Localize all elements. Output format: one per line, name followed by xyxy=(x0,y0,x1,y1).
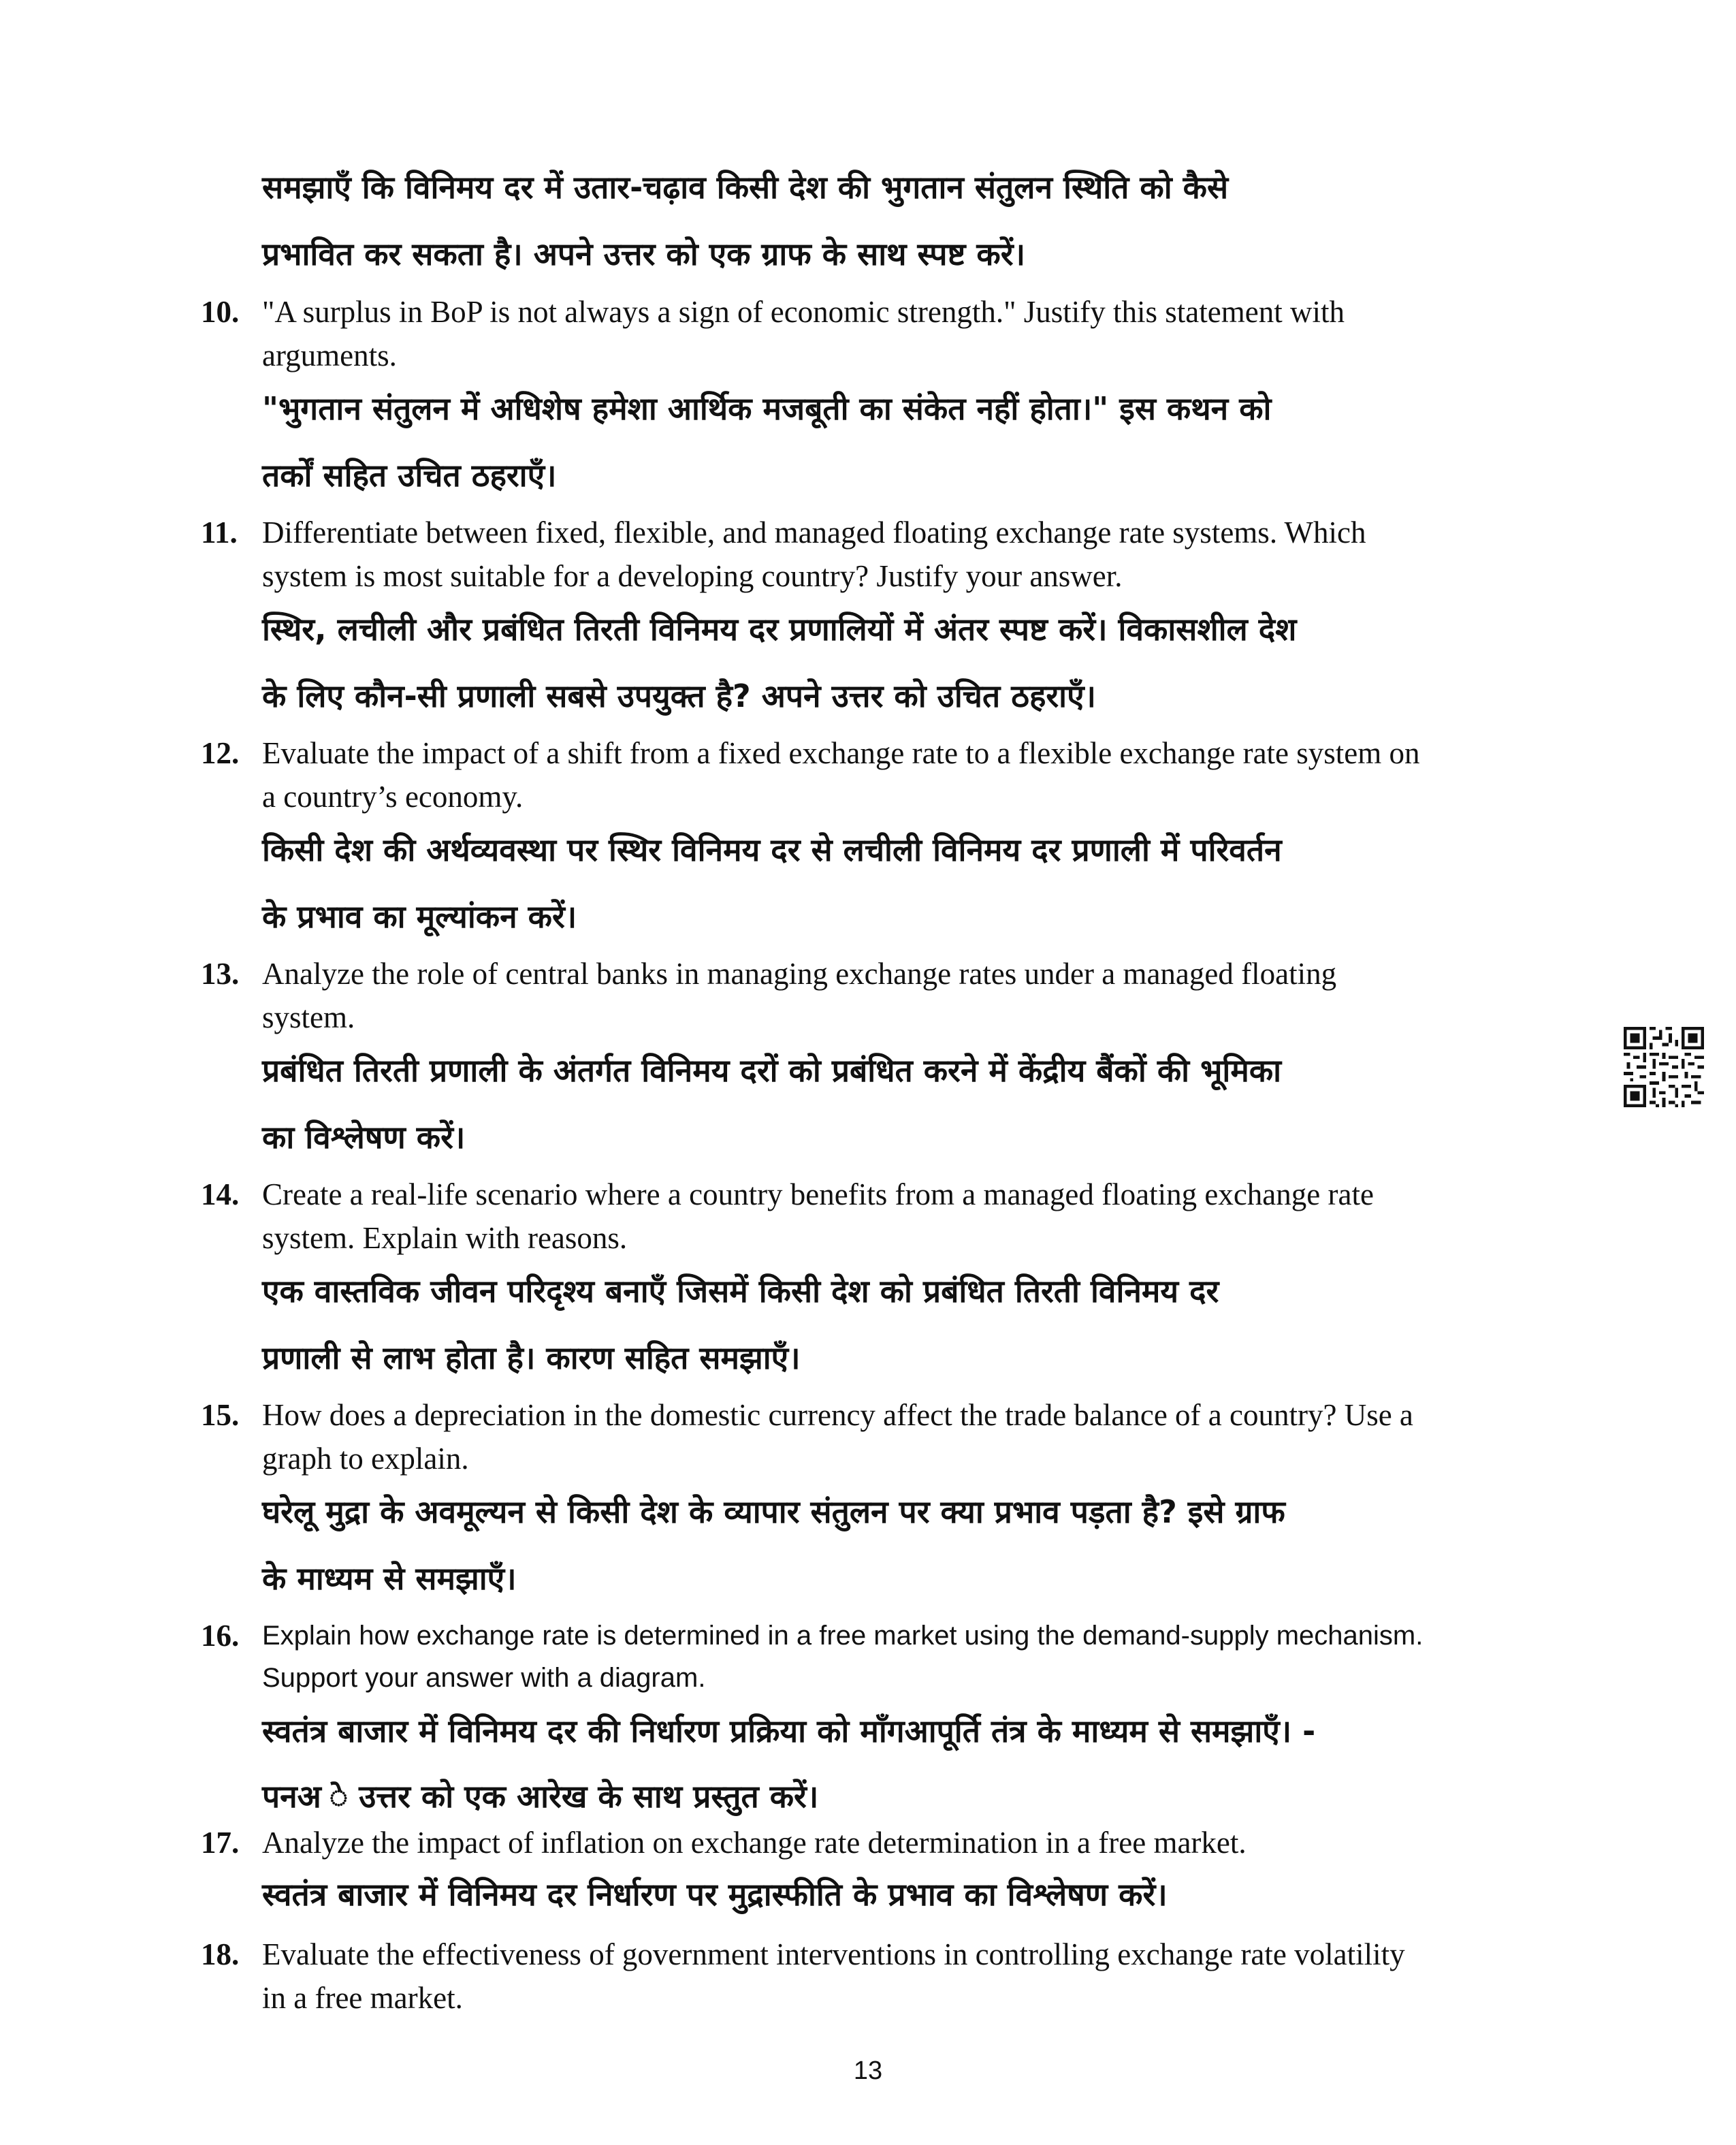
question-13-hindi-line-2: का विश्लेषण करें। xyxy=(262,1119,466,1156)
question-13-english-line-2: system. xyxy=(262,1000,355,1034)
question-18-english-line-1: Evaluate the effectiveness of government interventions in controlling exchange rate volatility xyxy=(262,1937,1405,1971)
question-13-hindi-line-1: प्रबंधित तिरती प्रणाली के अंतर्गत विनिमय दरों को प्रबंधित करने में केंद्रीय बैंकों की भूमिका xyxy=(262,1052,1282,1089)
question-15-hindi-line-2: के माध्यम से समझाएँ। xyxy=(262,1560,517,1597)
question-16-english-line-1: Explain how exchange rate is determined in a free market using the demand-supply mechanism. xyxy=(262,1621,1424,1651)
question-17-number: 17. xyxy=(201,1826,240,1860)
question-11-english-line-1: Differentiate between fixed, flexible, and managed floating exchange rate systems. Which xyxy=(262,515,1366,550)
question-14-number: 14. xyxy=(201,1177,240,1211)
question-16-hindi-line-1: स्वतंत्र बाजार में विनिमय दर की निर्धारण प्रक्रिया को माँगआपूर्ति तंत्र के माध्यम से समझाएँ। - xyxy=(262,1713,1316,1749)
intro-hindi-line-2: प्रभावित कर सकता है। अपने उत्तर को एक ग्राफ के साथ स्पष्ट करें। xyxy=(262,236,1026,272)
question-14-english-line-1: Create a real-life scenario where a country benefits from a managed floating exchange rate xyxy=(262,1177,1374,1211)
question-15-english-line-1: How does a depreciation in the domestic currency affect the trade balance of a country? Use a xyxy=(262,1398,1413,1432)
question-14-hindi-line-1: एक वास्तविक जीवन परिदृश्य बनाएँ जिसमें किसी देश को प्रबंधित तिरती विनिमय दर xyxy=(262,1273,1219,1309)
question-17-hindi-line-1: स्वतंत्र बाजार में विनिमय दर निर्धारण पर मुद्रास्फीति के प्रभाव का विश्लेषण करें। xyxy=(262,1876,1168,1913)
question-18-english-line-2: in a free market. xyxy=(262,1981,463,2015)
page-number: 13 xyxy=(853,2056,883,2085)
question-16-english-line-2: Support your answer with a diagram. xyxy=(262,1663,706,1693)
question-14-english-line-2: system. Explain with reasons. xyxy=(262,1221,628,1255)
question-14-hindi-line-2: प्रणाली से लाभ होता है। कारण सहित समझाएँ। xyxy=(262,1339,801,1376)
question-11-number: 11. xyxy=(201,515,238,550)
question-10-number: 10. xyxy=(201,295,240,329)
question-10-english-line-2: arguments. xyxy=(262,338,397,372)
question-13-number: 13. xyxy=(201,957,240,991)
question-10-english-line-1: "A surplus in BoP is not always a sign of economic strength." Justify this statement with xyxy=(262,295,1345,329)
question-12-english-line-2: a country’s economy. xyxy=(262,780,524,814)
question-15-hindi-line-1: घरेलू मुद्रा के अवमूल्यन से किसी देश के व्यापार संतुलन पर क्या प्रभाव पड़ता है? इसे ग्राफ xyxy=(262,1493,1285,1530)
question-10-hindi-line-2: तर्कों सहित उचित ठहराएँ। xyxy=(262,457,557,494)
question-10-hindi-line-1: "भुगतान संतुलन में अधिशेष हमेशा आर्थिक मजबूती का संकेत नहीं होता।" इस कथन को xyxy=(262,390,1272,427)
question-11-english-line-2: system is most suitable for a developing country? Justify your answer. xyxy=(262,559,1123,593)
intro-hindi-line-1: समझाएँ कि विनिमय दर में उतार-चढ़ाव किसी देश की भुगतान संतुलन स्थिति को कैसे xyxy=(262,169,1229,206)
question-15-number: 15. xyxy=(201,1398,240,1432)
question-16-hindi-line-2: पनअ े उत्तर को एक आरेख के साथ प्रस्तुत करें। xyxy=(262,1778,819,1815)
question-18-number: 18. xyxy=(201,1937,240,1971)
question-16-number: 16. xyxy=(201,1619,240,1653)
question-13-english-line-1: Analyze the role of central banks in managing exchange rates under a managed floating xyxy=(262,957,1337,991)
question-12-number: 12. xyxy=(201,736,240,770)
question-12-hindi-line-2: के प्रभाव का मूल्यांकन करें। xyxy=(262,898,577,935)
question-12-hindi-line-1: किसी देश की अर्थव्यवस्था पर स्थिर विनिमय दर से लचीली विनिमय दर प्रणाली में परिवर्तन xyxy=(262,831,1282,868)
question-12-english-line-1: Evaluate the impact of a shift from a fixed exchange rate to a flexible exchange rate system on xyxy=(262,736,1420,770)
question-15-english-line-2: graph to explain. xyxy=(262,1442,469,1476)
question-11-hindi-line-2: के लिए कौन-सी प्रणाली सबसे उपयुक्त है? अपने उत्तर को उचित ठहराएँ। xyxy=(262,678,1096,714)
question-11-hindi-line-1: स्थिर, लचीली और प्रबंधित तिरती विनिमय दर प्रणालियों में अंतर स्पष्ट करें। विकासशील देश xyxy=(262,611,1297,648)
question-17-english-line-1: Analyze the impact of inflation on exchange rate determination in a free market. xyxy=(262,1826,1247,1860)
qr-code-icon xyxy=(1624,1027,1704,1107)
